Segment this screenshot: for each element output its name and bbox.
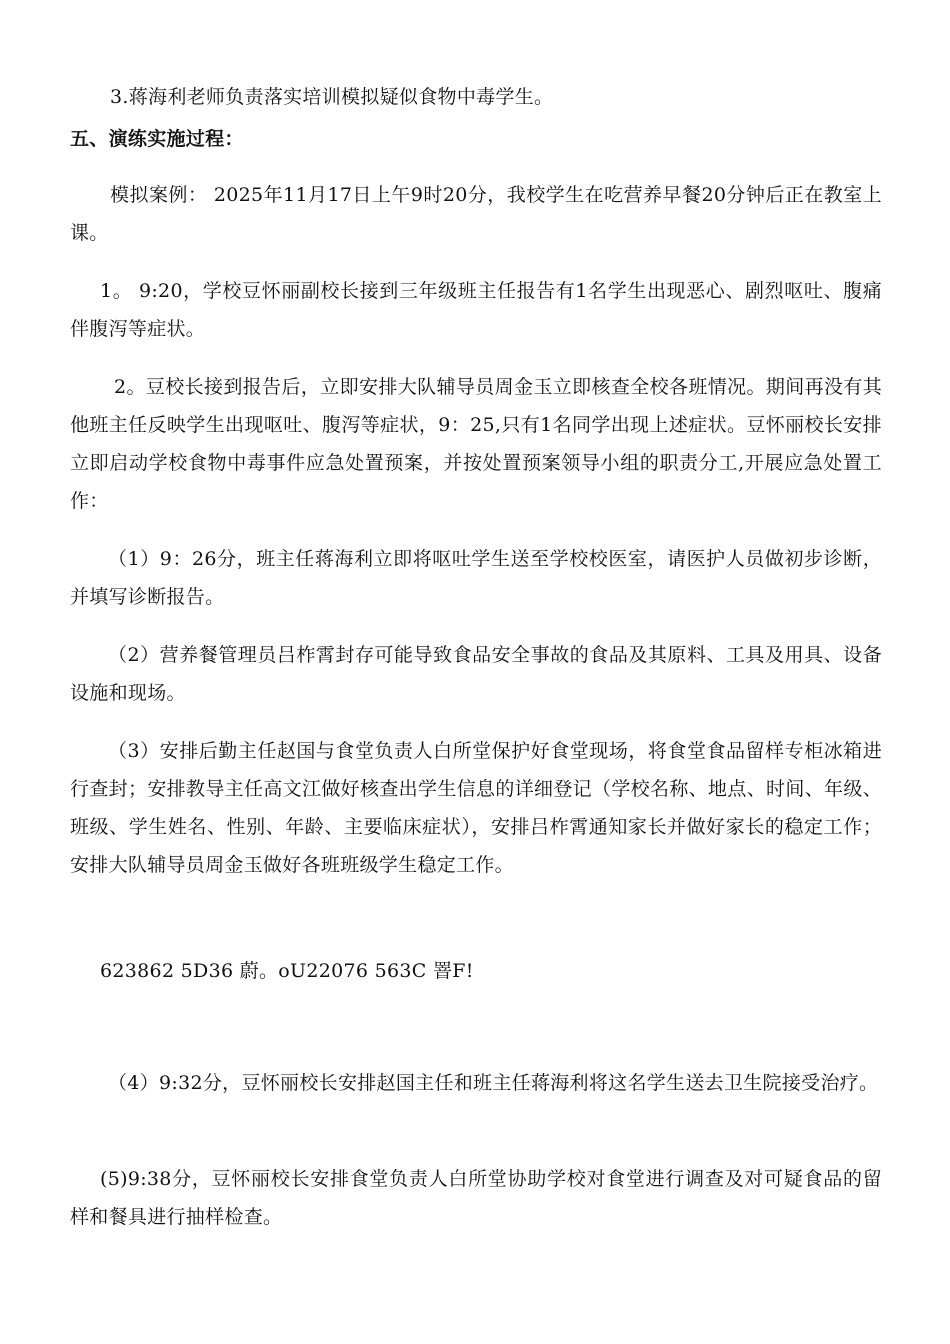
garbled-line: 623862 5D36 蔚。oU22076 563C 罯F!	[100, 960, 474, 982]
case-intro: 模拟案例： 2025年11月17日上午9时20分，我校学生在吃营养早餐20分钟后正在教室上课。	[70, 184, 882, 244]
sub-item-1: （1）9：26分，班主任蒋海利立即将呕吐学生送至学校校医室，请医护人员做初步诊断，并填写诊断报告。	[70, 548, 882, 608]
item-3: 3.蒋海利老师负责落实培训模拟疑似食物中毒学生。	[110, 86, 554, 108]
step-1: 1。 9:20，学校豆怀丽副校长接到三年级班主任报告有1名学生出现恶心、剧烈呕吐、腹痛伴腹泻等症状。	[70, 280, 882, 340]
section-5-heading: 五、演练实施过程：	[70, 128, 244, 150]
sub-item-2: （2）营养餐管理员吕柞霄封存可能导致食品安全事故的食品及其原料、工具及用具、设备设施和现场。	[70, 644, 882, 704]
sub-item-4: （4）9:32分，豆怀丽校长安排赵国主任和班主任蒋海利将这名学生送去卫生院接受治疗。	[108, 1072, 879, 1094]
sub-item-5: (5)9:38分，豆怀丽校长安排食堂负责人白所堂协助学校对食堂进行调查及对可疑食品的留样和餐具进行抽样检查。	[70, 1168, 882, 1228]
sub-item-3: （3）安排后勤主任赵国与食堂负责人白所堂保护好食堂现场，将食堂食品留样专柜冰箱进行查封；安排教导主任高文江做好核查出学生信息的详细登记（学校名称、地点、时间、年级、班级、学生姓名、性别、年龄、主要临床症状），安排吕柞霄通知家长并做好家长的稳定工作；安排大队辅导员周金玉做好各班班级学生稳定工作。	[70, 740, 882, 876]
step-2: 2。豆校长接到报告后，立即安排大队辅导员周金玉立即核查全校各班情况。期间再没有其他班主任反映学生出现呕吐、腹泻等症状，9：25,只有1名同学出现上述症状。豆怀丽校长安排立即启动学校食物中毒事件应急处置预案，并按处置预案领导小组的职责分工,开展应急处置工作：	[70, 376, 882, 512]
